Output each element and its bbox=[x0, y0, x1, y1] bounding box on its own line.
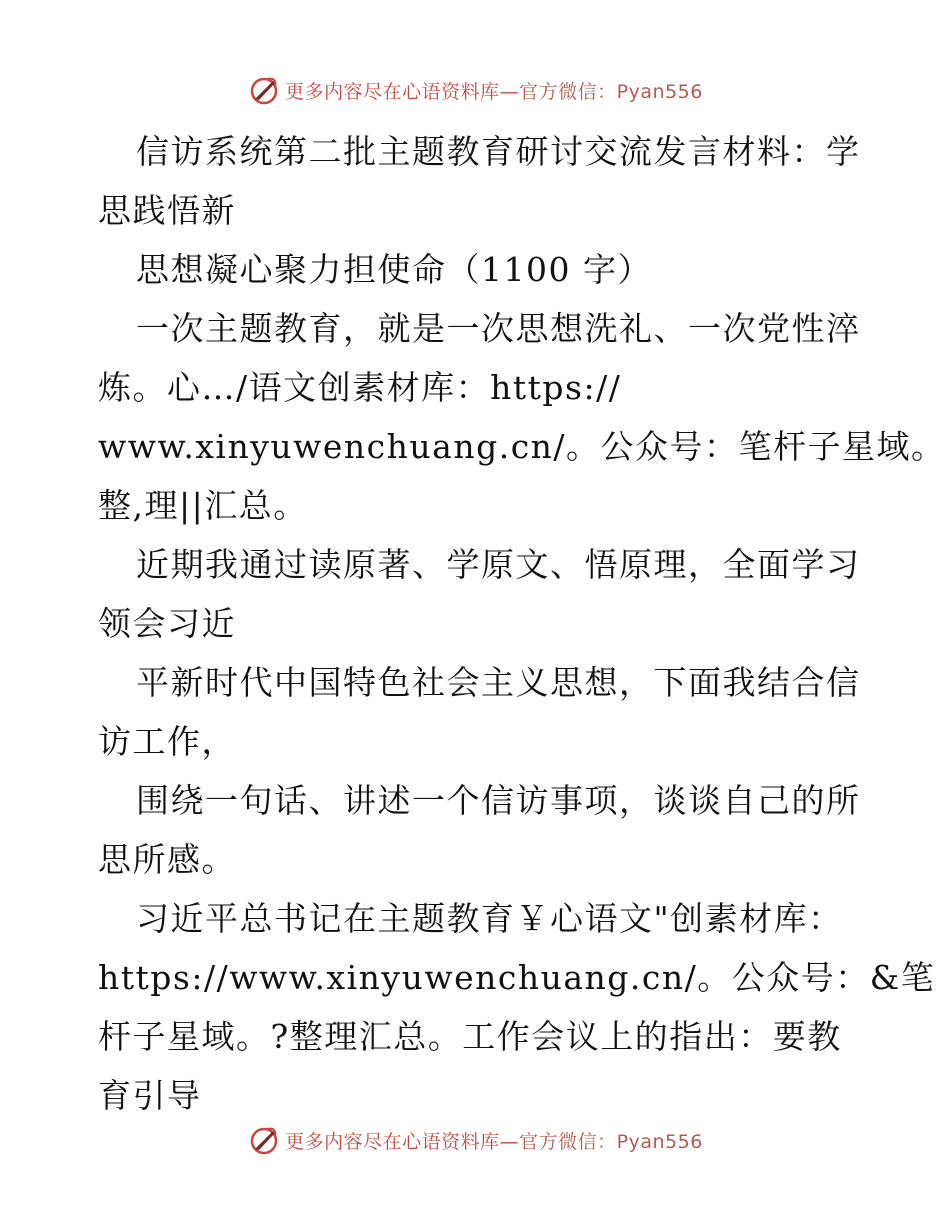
body-line-2: 思践悟新 bbox=[98, 191, 236, 230]
body-line-4: 一次主题教育，就是一次思想洗礼、一次党性淬 bbox=[136, 309, 861, 348]
footer-watermark-banner bbox=[0, 1120, 950, 1160]
body-line-1: 信访系统第二批主题教育研讨交流发言材料：学 bbox=[136, 132, 861, 171]
header-banner-text bbox=[285, 77, 703, 104]
body-line-14: 习近平总书记在主题教育￥心语文"创素材库： bbox=[136, 899, 843, 938]
header-banner-dash: — bbox=[499, 80, 520, 103]
body-line-17: 育引导 bbox=[98, 1076, 202, 1115]
body-line-15: https://www.xinyuwenchuang.cn/。公众号：&笔 bbox=[98, 958, 936, 997]
body-line-6: www.xinyuwenchuang.cn/。公众号：笔杆子星域。 bbox=[98, 427, 946, 466]
body-line-13: 思所感。 bbox=[98, 840, 236, 879]
header-banner-wechat: 官方微信：Pyan556 bbox=[519, 80, 703, 103]
body-line-5: 炼。心…/语文创素材库：https:// bbox=[98, 368, 622, 407]
header-watermark-banner bbox=[0, 70, 950, 110]
footer-banner-text bbox=[285, 1127, 703, 1154]
footer-banner-main: 更多内容尽在心语资料库 bbox=[285, 1130, 500, 1153]
header-banner-main: 更多内容尽在心语资料库 bbox=[285, 80, 500, 103]
quill-logo-icon bbox=[247, 73, 281, 107]
footer-banner-wechat: 官方微信：Pyan556 bbox=[519, 1130, 703, 1153]
body-line-16: 杆子星域。?整理汇总。工作会议上的指出：要教 bbox=[98, 1017, 842, 1056]
body-line-3: 思想凝心聚力担使命（1100 字） bbox=[136, 250, 652, 289]
footer-banner-dash: — bbox=[499, 1130, 520, 1153]
quill-logo-icon bbox=[247, 1123, 281, 1157]
body-line-9: 领会习近 bbox=[98, 604, 236, 643]
body-line-8: 近期我通过读原著、学原文、悟原理，全面学习 bbox=[136, 545, 861, 584]
body-line-7: 整,理||汇总。 bbox=[98, 486, 308, 525]
document-body bbox=[98, 122, 946, 1125]
body-line-12: 围绕一句话、讲述一个信访事项，谈谈自己的所 bbox=[136, 781, 861, 820]
body-line-11: 访工作， bbox=[98, 722, 236, 761]
body-line-10: 平新时代中国特色社会主义思想，下面我结合信 bbox=[136, 663, 861, 702]
